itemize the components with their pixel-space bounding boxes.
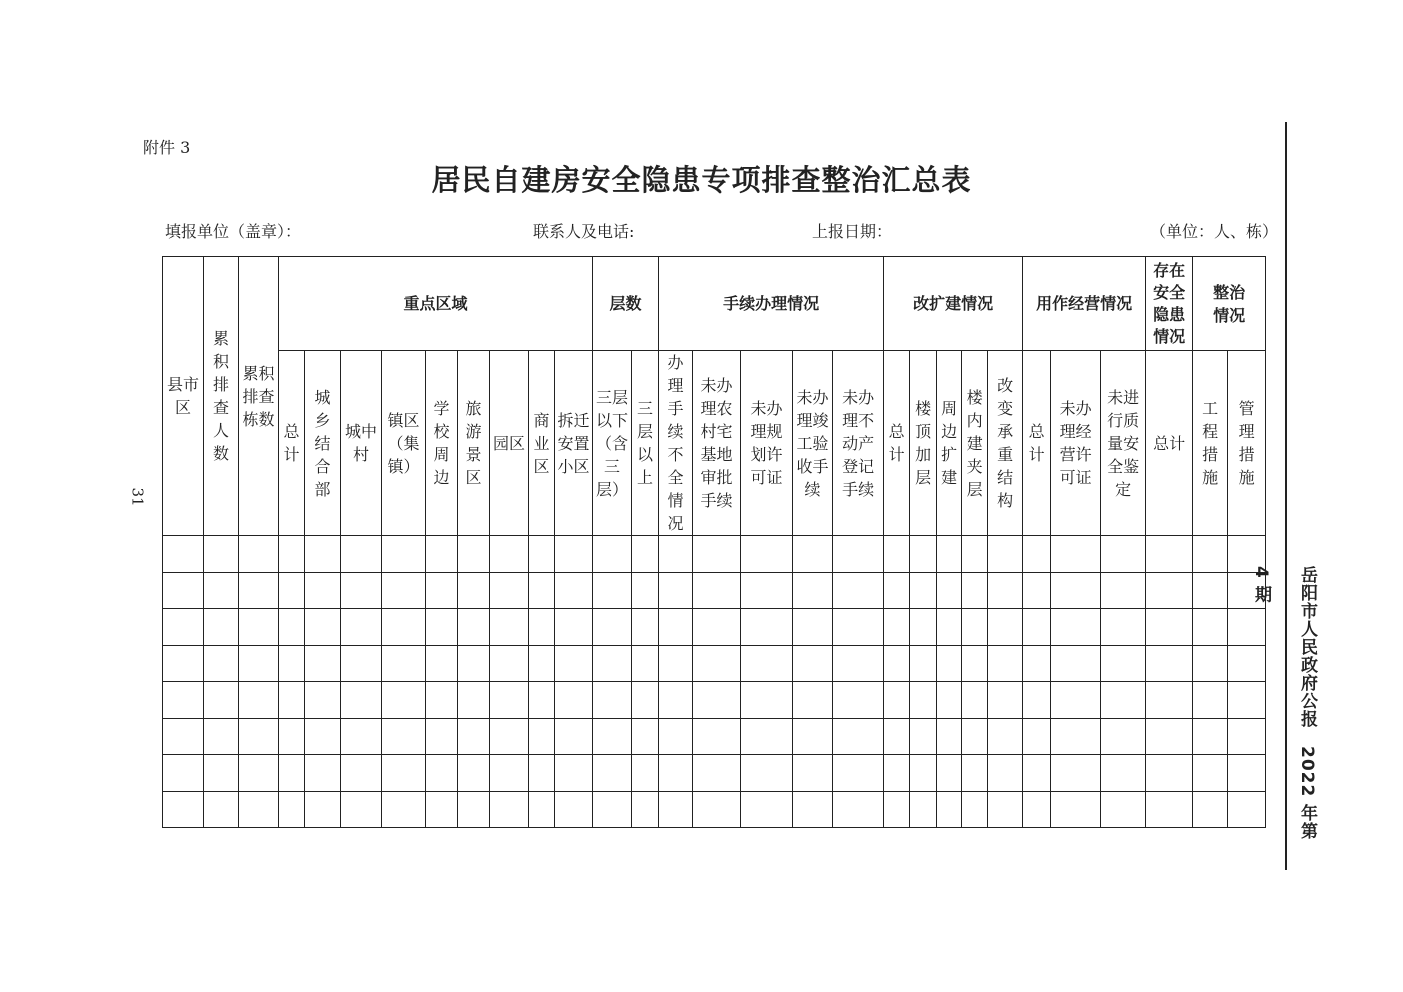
table-cell[interactable]: [279, 755, 305, 792]
table-cell[interactable]: [833, 536, 884, 573]
group-hazard: 存在 安全 隐患 情况: [1146, 257, 1193, 351]
table-cell[interactable]: [204, 755, 239, 792]
table-cell[interactable]: [937, 791, 962, 828]
table-cell[interactable]: [555, 572, 593, 609]
table-cell[interactable]: [1193, 572, 1228, 609]
table-cell[interactable]: [1023, 572, 1051, 609]
table-cell[interactable]: [988, 572, 1023, 609]
table-cell[interactable]: [555, 645, 593, 682]
table-cell[interactable]: [988, 791, 1023, 828]
table-cell[interactable]: [490, 609, 529, 646]
table-cell[interactable]: [458, 755, 490, 792]
table-cell[interactable]: [1193, 682, 1228, 719]
contact-label: 联系人及电话:: [533, 222, 635, 241]
table-cell[interactable]: [458, 645, 490, 682]
table-cell[interactable]: [204, 536, 239, 573]
table-cell[interactable]: [1228, 536, 1266, 573]
table-cell[interactable]: [239, 755, 279, 792]
subheader-procedures-3: 未办 理竣 工验 收手 续: [793, 351, 833, 536]
page-title: 居民自建房安全隐患专项排查整治汇总表: [431, 163, 972, 197]
table-cell[interactable]: [910, 645, 937, 682]
table-cell[interactable]: [279, 536, 305, 573]
table-cell[interactable]: [1101, 572, 1146, 609]
table-cell[interactable]: [458, 572, 490, 609]
table-row: [163, 536, 1266, 573]
table-cell[interactable]: [962, 682, 988, 719]
table-cell[interactable]: [659, 645, 693, 682]
group-renovation: 改扩建情况: [884, 257, 1023, 351]
table-cell[interactable]: [1146, 572, 1193, 609]
table-cell[interactable]: [1023, 791, 1051, 828]
table-cell[interactable]: [988, 755, 1023, 792]
table-cell[interactable]: [490, 718, 529, 755]
table-cell[interactable]: [741, 572, 793, 609]
subheader-renovation-3: 楼 内 建 夹 层: [962, 351, 988, 536]
table-cell[interactable]: [793, 572, 833, 609]
subheader-key-areas-0: 总 计: [279, 351, 305, 536]
table-cell[interactable]: [593, 718, 632, 755]
table-cell[interactable]: [693, 609, 741, 646]
table-cell[interactable]: [632, 536, 659, 573]
table-cell[interactable]: [382, 609, 426, 646]
table-row: [163, 755, 1266, 792]
table-cell[interactable]: [1193, 536, 1228, 573]
table-cell[interactable]: [305, 791, 341, 828]
table-cell[interactable]: [163, 572, 204, 609]
table-cell[interactable]: [163, 718, 204, 755]
table-cell[interactable]: [593, 572, 632, 609]
table-cell[interactable]: [988, 645, 1023, 682]
subheader-key-areas-2: 城中 村: [341, 351, 382, 536]
table-cell[interactable]: [632, 645, 659, 682]
table-cell[interactable]: [382, 682, 426, 719]
table-cell[interactable]: [884, 718, 910, 755]
journal-name: 岳阳市人民政府公报: [1297, 566, 1317, 728]
table-cell[interactable]: [693, 645, 741, 682]
table-cell[interactable]: [659, 755, 693, 792]
table-cell[interactable]: [204, 791, 239, 828]
table-cell[interactable]: [163, 755, 204, 792]
table-cell[interactable]: [1193, 609, 1228, 646]
table-row: [163, 718, 1266, 755]
table-cell[interactable]: [659, 718, 693, 755]
table-cell[interactable]: [1051, 536, 1101, 573]
table-cell[interactable]: [1051, 645, 1101, 682]
table-cell[interactable]: [910, 536, 937, 573]
table-cell[interactable]: [1193, 645, 1228, 682]
table-cell[interactable]: [659, 572, 693, 609]
table-cell[interactable]: [279, 609, 305, 646]
table-cell[interactable]: [239, 645, 279, 682]
table-cell[interactable]: [239, 572, 279, 609]
table-cell[interactable]: [163, 682, 204, 719]
table-cell[interactable]: [593, 645, 632, 682]
table-cell[interactable]: [555, 536, 593, 573]
journal-side-bar: [1251, 566, 1330, 858]
table-cell[interactable]: [341, 718, 382, 755]
group-rectify: 整治 情况: [1193, 257, 1266, 351]
table-cell[interactable]: [305, 718, 341, 755]
table-cell[interactable]: [426, 718, 458, 755]
table-cell[interactable]: [741, 536, 793, 573]
table-cell[interactable]: [1101, 609, 1146, 646]
table-cell[interactable]: [910, 755, 937, 792]
table-cell[interactable]: [204, 682, 239, 719]
table-cell[interactable]: [884, 755, 910, 792]
table-cell[interactable]: [659, 609, 693, 646]
subheader-renovation-0: 总 计: [884, 351, 910, 536]
summary-table: [162, 256, 1266, 828]
subheader-key-areas-4: 学 校 周 边: [426, 351, 458, 536]
subheader-key-areas-1: 城 乡 结 合 部: [305, 351, 341, 536]
table-cell[interactable]: [341, 572, 382, 609]
table-cell[interactable]: [884, 609, 910, 646]
table-cell[interactable]: [1146, 755, 1193, 792]
group-key-areas: 重点区域: [279, 257, 593, 351]
table-cell[interactable]: [884, 645, 910, 682]
table-cell[interactable]: [988, 682, 1023, 719]
table-cell[interactable]: [1193, 791, 1228, 828]
table-cell[interactable]: [529, 536, 555, 573]
table-cell[interactable]: [163, 791, 204, 828]
table-cell[interactable]: [937, 536, 962, 573]
table-cell[interactable]: [458, 609, 490, 646]
table-cell[interactable]: [204, 609, 239, 646]
table-cell[interactable]: [555, 609, 593, 646]
table-cell[interactable]: [910, 791, 937, 828]
table-cell[interactable]: [741, 645, 793, 682]
table-cell[interactable]: [793, 755, 833, 792]
table-cell[interactable]: [741, 791, 793, 828]
table-cell[interactable]: [529, 645, 555, 682]
table-cell[interactable]: [426, 572, 458, 609]
table-cell[interactable]: [1101, 645, 1146, 682]
table-cell[interactable]: [632, 718, 659, 755]
subheader-key-areas-7: 商 业区: [529, 351, 555, 536]
table-cell[interactable]: [793, 718, 833, 755]
table-cell[interactable]: [341, 791, 382, 828]
table-cell[interactable]: [632, 609, 659, 646]
table-cell[interactable]: [1023, 718, 1051, 755]
subheader-key-areas-3: 镇区 （集 镇）: [382, 351, 426, 536]
table-row: [163, 682, 1266, 719]
subheader-renovation-2: 周 边 扩 建: [937, 351, 962, 536]
table-cell[interactable]: [884, 791, 910, 828]
subheader-rectify-1: 管 理 措 施: [1228, 351, 1266, 536]
table-cell[interactable]: [593, 682, 632, 719]
table-cell[interactable]: [962, 609, 988, 646]
table-cell[interactable]: [305, 645, 341, 682]
group-business: 用作经营情况: [1023, 257, 1146, 351]
table-cell[interactable]: [382, 645, 426, 682]
table-cell[interactable]: [555, 791, 593, 828]
table-cell[interactable]: [962, 791, 988, 828]
table-cell[interactable]: [1051, 682, 1101, 719]
table-cell[interactable]: [1101, 755, 1146, 792]
subheader-procedures-2: 未办 理规 划许 可证: [741, 351, 793, 536]
table-cell[interactable]: [426, 791, 458, 828]
table-cell[interactable]: [593, 536, 632, 573]
issue-number: 2022 年第 4 期: [1251, 566, 1317, 841]
table-cell[interactable]: [305, 536, 341, 573]
table-cell[interactable]: [632, 572, 659, 609]
subheader-procedures-0: 办 理 手 续 不 全 情 况: [659, 351, 693, 536]
table-cell[interactable]: [382, 572, 426, 609]
table-cell[interactable]: [833, 572, 884, 609]
table-cell[interactable]: [1228, 718, 1266, 755]
table-cell[interactable]: [693, 718, 741, 755]
table-cell[interactable]: [693, 536, 741, 573]
table-cell[interactable]: [239, 718, 279, 755]
table-cell[interactable]: [793, 645, 833, 682]
table-cell[interactable]: [1023, 609, 1051, 646]
table-cell[interactable]: [529, 572, 555, 609]
table-cell[interactable]: [1146, 682, 1193, 719]
table-cell[interactable]: [239, 536, 279, 573]
table-cell[interactable]: [1146, 791, 1193, 828]
table-cell[interactable]: [793, 791, 833, 828]
subheader-rectify-0: 工 程 措 施: [1193, 351, 1228, 536]
table-cell[interactable]: [937, 755, 962, 792]
table-cell[interactable]: [1101, 718, 1146, 755]
units-note: （单位：人、栋）: [1150, 222, 1279, 241]
table-cell[interactable]: [910, 572, 937, 609]
table-cell[interactable]: [204, 645, 239, 682]
table-cell[interactable]: [962, 718, 988, 755]
table-cell[interactable]: [833, 645, 884, 682]
table-cell[interactable]: [884, 572, 910, 609]
table-cell[interactable]: [555, 682, 593, 719]
table-cell[interactable]: [490, 536, 529, 573]
table-cell[interactable]: [910, 718, 937, 755]
table-cell[interactable]: [693, 572, 741, 609]
table-cell[interactable]: [1051, 791, 1101, 828]
subheader-renovation-1: 楼 顶 加 层: [910, 351, 937, 536]
table-cell[interactable]: [1146, 536, 1193, 573]
table-cell[interactable]: [741, 755, 793, 792]
table-cell[interactable]: [833, 718, 884, 755]
subheader-key-areas-6: 园区: [490, 351, 529, 536]
table-cell[interactable]: [962, 572, 988, 609]
table-cell[interactable]: [793, 682, 833, 719]
table-cell[interactable]: [937, 645, 962, 682]
table-cell[interactable]: [1101, 536, 1146, 573]
reporting-unit-label: 填报单位（盖章）：: [165, 222, 302, 241]
table-cell[interactable]: [1051, 572, 1101, 609]
subheader-floors-1: 三 层 以 上: [632, 351, 659, 536]
table-cell[interactable]: [305, 609, 341, 646]
header-buildings: 累积 排查 栋数: [239, 257, 279, 536]
table-cell[interactable]: [490, 645, 529, 682]
table-cell[interactable]: [884, 682, 910, 719]
table-cell[interactable]: [341, 682, 382, 719]
attachment-label: 附件 3: [143, 138, 191, 157]
table-cell[interactable]: [305, 682, 341, 719]
table-cell[interactable]: [490, 682, 529, 719]
table-cell[interactable]: [659, 682, 693, 719]
table-cell[interactable]: [693, 755, 741, 792]
table-cell[interactable]: [458, 791, 490, 828]
table-cell[interactable]: [833, 682, 884, 719]
table-cell[interactable]: [490, 791, 529, 828]
table-cell[interactable]: [693, 791, 741, 828]
table-cell[interactable]: [1228, 572, 1266, 609]
table-cell[interactable]: [693, 682, 741, 719]
table-cell[interactable]: [593, 609, 632, 646]
table-cell[interactable]: [426, 609, 458, 646]
table-cell[interactable]: [833, 755, 884, 792]
table-cell[interactable]: [937, 682, 962, 719]
table-cell[interactable]: [529, 755, 555, 792]
table-cell[interactable]: [1193, 718, 1228, 755]
table-cell[interactable]: [279, 791, 305, 828]
subheader-business-1: 未办 理经 营许 可证: [1051, 351, 1101, 536]
table-cell[interactable]: [910, 609, 937, 646]
table-cell[interactable]: [632, 682, 659, 719]
table-cell[interactable]: [988, 536, 1023, 573]
group-floors: 层数: [593, 257, 659, 351]
table-cell[interactable]: [937, 572, 962, 609]
table-cell[interactable]: [988, 609, 1023, 646]
table-cell[interactable]: [279, 645, 305, 682]
table-row: [163, 645, 1266, 682]
table-cell[interactable]: [490, 755, 529, 792]
table-cell[interactable]: [204, 718, 239, 755]
subheader-business-0: 总 计: [1023, 351, 1051, 536]
subheader-procedures-4: 未办 理不 动产 登记 手续: [833, 351, 884, 536]
table-cell[interactable]: [833, 609, 884, 646]
table-cell[interactable]: [937, 718, 962, 755]
table-cell[interactable]: [1228, 682, 1266, 719]
table-cell[interactable]: [833, 791, 884, 828]
table-cell[interactable]: [341, 609, 382, 646]
table-cell[interactable]: [910, 682, 937, 719]
table-cell[interactable]: [305, 755, 341, 792]
table-cell[interactable]: [1228, 755, 1266, 792]
table-cell[interactable]: [382, 791, 426, 828]
table-cell[interactable]: [962, 755, 988, 792]
table-cell[interactable]: [1023, 755, 1051, 792]
table-cell[interactable]: [163, 609, 204, 646]
table-cell[interactable]: [529, 609, 555, 646]
table-cell[interactable]: [593, 755, 632, 792]
table-cell[interactable]: [962, 645, 988, 682]
table-cell[interactable]: [1023, 536, 1051, 573]
table-cell[interactable]: [305, 572, 341, 609]
table-cell[interactable]: [279, 572, 305, 609]
table-cell[interactable]: [1101, 682, 1146, 719]
table-cell[interactable]: [1101, 791, 1146, 828]
table-cell[interactable]: [1023, 645, 1051, 682]
table-cell[interactable]: [279, 682, 305, 719]
subheader-business-2: 未进 行质 量安 全鉴 定: [1101, 351, 1146, 536]
table-cell[interactable]: [239, 791, 279, 828]
table-cell[interactable]: [741, 609, 793, 646]
table-cell[interactable]: [1146, 645, 1193, 682]
table-cell[interactable]: [632, 791, 659, 828]
table-cell[interactable]: [793, 609, 833, 646]
table-cell[interactable]: [741, 682, 793, 719]
table-cell[interactable]: [741, 718, 793, 755]
table-cell[interactable]: [458, 536, 490, 573]
table-cell[interactable]: [937, 609, 962, 646]
table-cell[interactable]: [593, 791, 632, 828]
subheader-procedures-1: 未办 理农 村宅 基地 审批 手续: [693, 351, 741, 536]
table-cell[interactable]: [163, 536, 204, 573]
table-cell[interactable]: [204, 572, 239, 609]
table-cell[interactable]: [529, 791, 555, 828]
table-cell[interactable]: [239, 682, 279, 719]
subheader-key-areas-8: 拆迁 安置 小区: [555, 351, 593, 536]
table-cell[interactable]: [529, 718, 555, 755]
table-cell[interactable]: [962, 536, 988, 573]
table-cell[interactable]: [555, 755, 593, 792]
table-cell[interactable]: [382, 755, 426, 792]
table-cell[interactable]: [1228, 791, 1266, 828]
table-cell[interactable]: [341, 536, 382, 573]
table-cell[interactable]: [1146, 718, 1193, 755]
table-cell[interactable]: [490, 572, 529, 609]
table-cell[interactable]: [1146, 609, 1193, 646]
table-cell[interactable]: [555, 718, 593, 755]
table-cell[interactable]: [988, 718, 1023, 755]
page-number: 31: [128, 487, 147, 507]
table-cell[interactable]: [1023, 682, 1051, 719]
table-cell[interactable]: [382, 718, 426, 755]
table-cell[interactable]: [529, 682, 555, 719]
table-cell[interactable]: [382, 536, 426, 573]
table-cell[interactable]: [341, 755, 382, 792]
table-cell[interactable]: [659, 536, 693, 573]
table-cell[interactable]: [163, 645, 204, 682]
table-cell[interactable]: [239, 609, 279, 646]
table-cell[interactable]: [426, 755, 458, 792]
table-cell[interactable]: [426, 536, 458, 573]
table-cell[interactable]: [1228, 609, 1266, 646]
table-cell[interactable]: [341, 645, 382, 682]
subheader-floors-0: 三层 以下 （含 三 层）: [593, 351, 632, 536]
table-row: [163, 791, 1266, 828]
table-cell[interactable]: [1228, 645, 1266, 682]
table-cell[interactable]: [426, 645, 458, 682]
table-cell[interactable]: [1051, 609, 1101, 646]
report-date-label: 上报日期：: [812, 222, 893, 241]
table-cell[interactable]: [1193, 755, 1228, 792]
table-cell[interactable]: [426, 682, 458, 719]
table-row: [163, 572, 1266, 609]
table-cell[interactable]: [279, 718, 305, 755]
table-cell[interactable]: [793, 536, 833, 573]
table-cell[interactable]: [458, 682, 490, 719]
subheader-renovation-4: 改 变 承 重 结 构: [988, 351, 1023, 536]
table-cell[interactable]: [458, 718, 490, 755]
table-cell[interactable]: [884, 536, 910, 573]
table-cell[interactable]: [632, 755, 659, 792]
table-cell[interactable]: [1051, 755, 1101, 792]
table-cell[interactable]: [659, 791, 693, 828]
subheader-hazard-0: 总计: [1146, 351, 1193, 536]
group-procedures: 手续办理情况: [659, 257, 884, 351]
header-people: 累 积 排 查 人 数: [204, 257, 239, 536]
header-county: 县市 区: [163, 257, 204, 536]
table-cell[interactable]: [1051, 718, 1101, 755]
table-row: [163, 609, 1266, 646]
subheader-key-areas-5: 旅 游 景 区: [458, 351, 490, 536]
